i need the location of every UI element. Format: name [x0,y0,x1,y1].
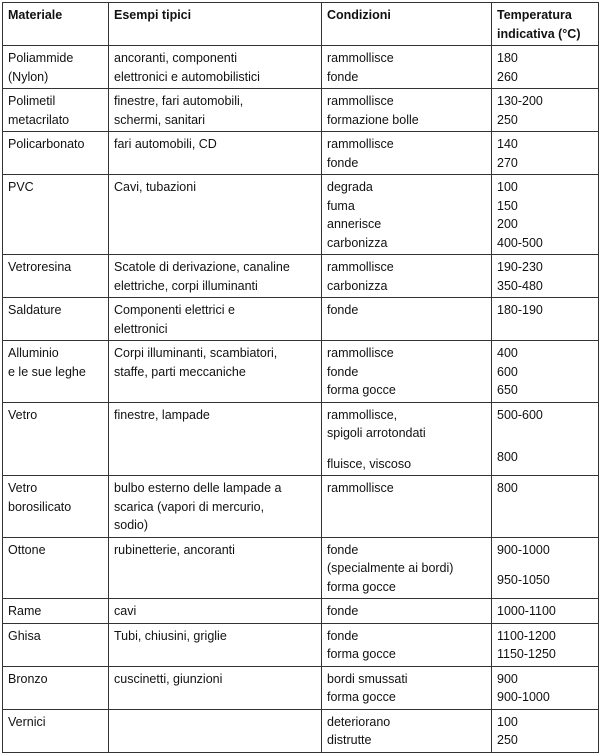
cell-esempi-tipici [109,599,322,624]
cell-esempi-tipici [109,476,322,538]
cell-temperatura-line: 1150-1250 [497,647,556,661]
header-temperatura [492,3,599,46]
cell-temperatura-line: 250 [497,733,518,747]
cell-esempi-tipici-line: cavi [114,604,137,618]
cell-esempi-tipici-line: Scatole di derivazione, canaline [114,260,290,274]
cell-condizioni [322,402,492,476]
cell-condizioni [322,341,492,403]
cell-esempi-tipici-line: Componenti elettrici e [114,303,235,317]
cell-temperatura-line: 250 [497,112,518,127]
table-row [3,666,599,709]
cell-condizioni [322,175,492,255]
cell-esempi-tipici-line: fari automobili, CD [114,137,217,151]
cell-condizioni-line: fonde [327,69,359,84]
cell-materiale-line: Saldature [8,303,62,317]
cell-esempi-tipici-line: Cavi, tubazioni [114,180,196,194]
cell-condizioni-line: fluisce, viscoso [327,456,412,471]
cell-condizioni-line: rammollisce [327,346,394,360]
cell-materiale-line: Ottone [8,542,46,557]
cell-temperatura-line: 100 [497,714,518,729]
cell-esempi-tipici-line: bulbo esterno delle lampade a [114,481,282,495]
cell-esempi-tipici-line: elettronici [114,321,168,336]
cell-materiale-line: e le sue leghe [8,364,86,379]
cell-condizioni-line: fonde [327,155,359,170]
cell-materiale [3,175,109,255]
cell-condizioni-line: rammollisce, [327,407,398,422]
cell-condizioni-line: rammollisce [327,481,394,495]
cell-temperatura [492,666,599,709]
cell-condizioni-line: fonde [327,364,359,379]
cell-esempi-tipici-line: schermi, sanitari [114,112,205,127]
cell-materiale-line: Ghisa [8,628,41,643]
cell-esempi-tipici [109,666,322,709]
cell-materiale-line: Policarbonato [8,137,85,151]
cell-condizioni [322,298,492,341]
cell-temperatura [492,623,599,666]
cell-condizioni-line: formazione bolle [327,112,419,127]
cell-materiale [3,666,109,709]
cell-condizioni-line: fonde [327,628,359,643]
cell-temperatura [492,402,599,476]
cell-temperatura [492,476,599,538]
cell-temperatura-line [497,436,593,448]
cell-materiale [3,89,109,132]
table-row [3,623,599,666]
cell-temperatura [492,175,599,255]
cell-condizioni-line: fuma [327,198,355,213]
cell-temperatura-line: 650 [497,383,518,397]
cell-condizioni-line [327,443,486,455]
cell-condizioni-line: fonde [327,303,359,317]
cell-materiale-line: Polimetil [8,94,56,108]
cell-esempi-tipici [109,46,322,89]
cell-temperatura-line: 600 [497,364,518,379]
cell-esempi-tipici [109,341,322,403]
cell-temperatura [492,341,599,403]
table-row [3,341,599,403]
cell-condizioni [322,89,492,132]
cell-esempi-tipici-line: rubinetterie, ancoranti [114,542,235,557]
cell-esempi-tipici [109,537,322,599]
cell-temperatura-line: 500-600 [497,407,543,422]
cell-temperatura-line: 270 [497,155,518,170]
materials-temperature-table [2,2,599,753]
cell-temperatura-line: 950-1050 [497,573,550,587]
cell-condizioni [322,599,492,624]
cell-temperatura-line [497,559,593,571]
cell-temperatura [492,255,599,298]
cell-esempi-tipici-line: elettronici e automobilistici [114,69,260,84]
cell-temperatura-line: 1100-1200 [497,628,556,643]
cell-condizioni [322,476,492,538]
cell-temperatura-line: 900-1000 [497,542,550,557]
cell-condizioni [322,623,492,666]
cell-temperatura-line: 180 [497,51,518,65]
cell-esempi-tipici [109,89,322,132]
cell-temperatura-line: 190-230 [497,260,543,274]
table-body [3,46,599,753]
cell-condizioni [322,537,492,599]
cell-temperatura-line: 900-1000 [497,690,550,704]
table-row [3,132,599,175]
cell-esempi-tipici [109,175,322,255]
cell-temperatura-line: 400-500 [497,235,543,250]
cell-materiale-line: Vetro [8,481,38,495]
cell-esempi-tipici-line: scarica (vapori di mercurio, [114,499,265,514]
cell-condizioni-line: forma gocce [327,579,396,594]
cell-temperatura [492,599,599,624]
table-row [3,709,599,752]
cell-condizioni [322,709,492,752]
cell-esempi-tipici-line: finestre, lampade [114,407,210,422]
cell-temperatura-line: 200 [497,217,518,231]
header-esempi-tipici: Esempi tipici [109,3,322,46]
header-condizioni: Condizioni [322,3,492,46]
cell-esempi-tipici [109,402,322,476]
cell-esempi-tipici-line: Tubi, chiusini, griglie [114,628,227,643]
cell-materiale-line: Bronzo [8,671,48,686]
cell-materiale-line: Poliammide [8,51,74,65]
cell-condizioni-line: forma gocce [327,690,396,704]
table-row [3,599,599,624]
cell-materiale [3,476,109,538]
cell-temperatura [492,46,599,89]
cell-temperatura-line: 130-200 [497,94,543,108]
cell-temperatura-line: 400 [497,346,518,360]
cell-materiale [3,341,109,403]
cell-materiale-line: borosilicato [8,499,72,514]
table-row [3,476,599,538]
cell-esempi-tipici-line: ancoranti, componenti [114,51,237,65]
cell-esempi-tipici-line: elettriche, corpi illuminanti [114,278,258,293]
cell-materiale-line: (Nylon) [8,69,49,84]
cell-esempi-tipici-line: Corpi illuminanti, scambiatori, [114,346,278,360]
cell-esempi-tipici [109,255,322,298]
cell-esempi-tipici-line: finestre, fari automobili, [114,94,244,108]
table-row [3,537,599,599]
header-temperatura-text: Temperatura indicativa (°C) [497,8,581,41]
cell-materiale-line: metacrilato [8,112,70,127]
cell-materiale [3,255,109,298]
cell-condizioni [322,46,492,89]
cell-esempi-tipici [109,709,322,752]
cell-condizioni-line: rammollisce [327,94,394,108]
cell-materiale [3,599,109,624]
cell-condizioni [322,666,492,709]
cell-materiale [3,298,109,341]
table-row [3,255,599,298]
table-row [3,175,599,255]
cell-materiale [3,132,109,175]
cell-temperatura [492,709,599,752]
cell-condizioni-line: deteriorano [327,714,391,729]
cell-condizioni-line: forma gocce [327,383,396,397]
cell-temperatura [492,132,599,175]
cell-condizioni-line: rammollisce [327,137,394,151]
cell-temperatura-line: 800 [497,481,518,495]
cell-materiale [3,537,109,599]
cell-condizioni-line: degrada [327,180,373,194]
cell-condizioni [322,132,492,175]
cell-condizioni-line: fonde [327,604,359,618]
cell-condizioni-line: (specialmente ai bordi) [327,561,454,575]
cell-condizioni-line: forma gocce [327,647,396,661]
cell-condizioni-line: rammollisce [327,51,394,65]
cell-materiale-line: Vetro [8,407,38,422]
table-row [3,89,599,132]
cell-condizioni-line: carbonizza [327,278,388,293]
cell-temperatura-line: 1000-1100 [497,604,556,618]
table-row [3,298,599,341]
cell-condizioni-line: fonde [327,542,359,557]
cell-materiale-line: Alluminio [8,346,59,360]
cell-temperatura-line: 350-480 [497,278,543,293]
cell-materiale [3,46,109,89]
cell-esempi-tipici [109,298,322,341]
cell-esempi-tipici [109,132,322,175]
cell-condizioni-line: carbonizza [327,235,388,250]
cell-temperatura-line: 180-190 [497,303,543,317]
cell-temperatura-line: 140 [497,137,518,151]
cell-esempi-tipici [109,623,322,666]
cell-temperatura-line: 150 [497,198,518,213]
cell-temperatura-line: 900 [497,671,518,686]
cell-esempi-tipici-line: cuscinetti, giunzioni [114,671,223,686]
table-header-row [3,3,599,46]
cell-temperatura-line [497,424,593,436]
cell-temperatura-line: 260 [497,69,518,84]
table-row [3,402,599,476]
cell-temperatura [492,298,599,341]
cell-materiale [3,402,109,476]
header-materiale: Materiale [3,3,109,46]
cell-materiale-line: Rame [8,604,42,618]
cell-condizioni-line: bordi smussati [327,671,408,686]
cell-materiale-line: Vetroresina [8,260,72,274]
cell-esempi-tipici-line: sodio) [114,518,149,532]
cell-temperatura-line: 100 [497,180,518,194]
table-row [3,46,599,89]
cell-materiale-line: PVC [8,180,34,194]
cell-materiale-line: Vernici [8,714,46,729]
cell-condizioni-line: distrutte [327,733,372,747]
cell-materiale [3,709,109,752]
cell-condizioni-line: annerisce [327,217,382,231]
cell-esempi-tipici-line: staffe, parti meccaniche [114,364,246,379]
cell-temperatura-line: 800 [497,450,518,464]
cell-temperatura [492,89,599,132]
cell-temperatura [492,537,599,599]
cell-materiale [3,623,109,666]
cell-condizioni-line: rammollisce [327,260,394,274]
cell-condizioni-line: spigoli arrotondati [327,426,426,440]
cell-condizioni [322,255,492,298]
